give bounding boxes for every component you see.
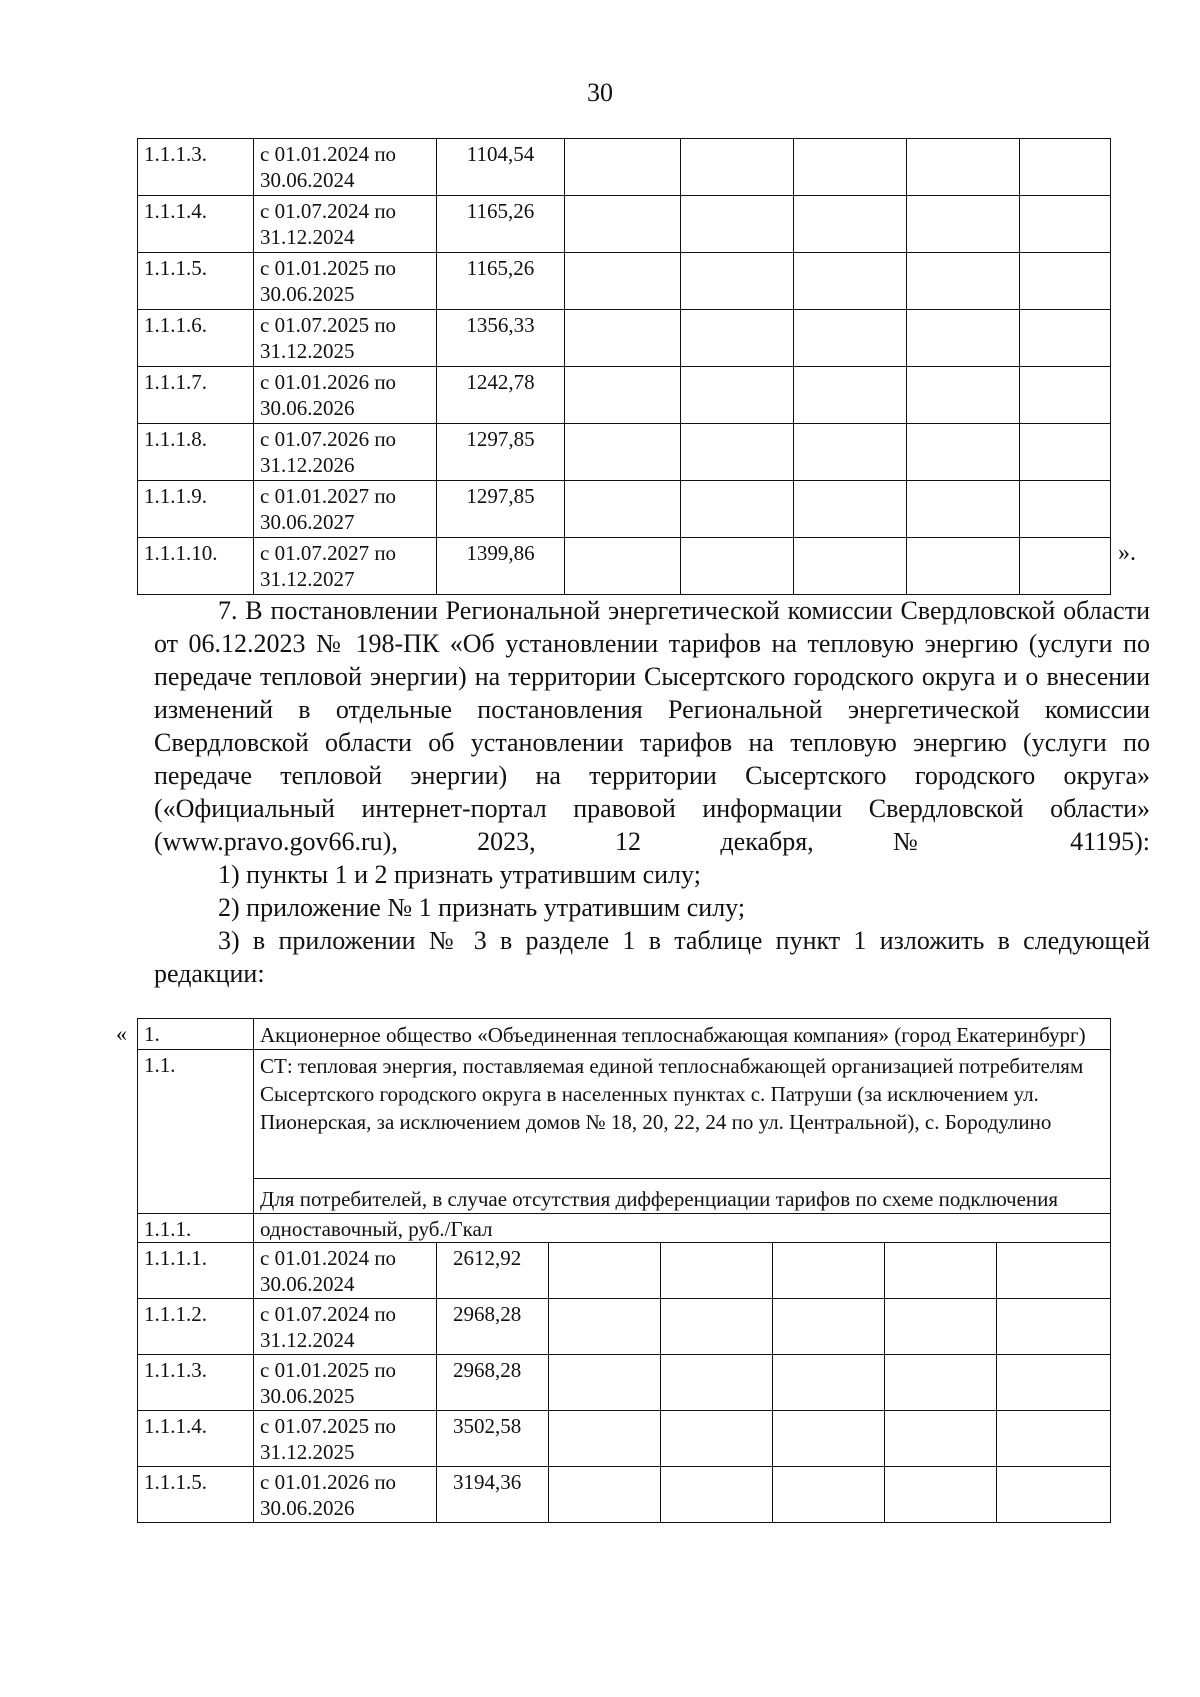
row-period — [254, 196, 437, 253]
period-end: 31.12.2025 — [260, 1440, 355, 1464]
empty-cell — [907, 424, 1020, 481]
period-end: 30.06.2026 — [260, 396, 355, 420]
empty-cell — [907, 481, 1020, 538]
empty-cell — [907, 253, 1020, 310]
empty-cell — [1020, 424, 1111, 481]
empty-cell — [997, 1411, 1111, 1467]
period-end: 30.06.2025 — [260, 1384, 355, 1408]
period-start: с 01.07.2025 по — [260, 313, 397, 337]
empty-cell — [565, 367, 681, 424]
row-period — [254, 424, 437, 481]
period-start: с 01.01.2026 по — [260, 370, 397, 394]
period-end: 30.06.2025 — [260, 282, 355, 306]
empty-cell — [681, 196, 794, 253]
empty-cell — [661, 1243, 773, 1299]
row-number: 1.1.1.3. — [138, 139, 254, 196]
row-value: 1297,85 — [437, 424, 565, 481]
empty-cell — [549, 1243, 661, 1299]
empty-cell — [681, 367, 794, 424]
period-end: 31.12.2024 — [260, 225, 355, 249]
row-period — [254, 1467, 437, 1523]
rate-num: 1.1.1. — [138, 1214, 254, 1243]
period-start: с 01.07.2027 по — [260, 541, 397, 565]
empty-cell — [549, 1355, 661, 1411]
table-row — [138, 139, 1111, 196]
row-value: 2968,28 — [437, 1355, 549, 1411]
row-period — [254, 481, 437, 538]
closing-quote: ». — [1118, 540, 1136, 566]
row-value: 1165,26 — [437, 196, 565, 253]
empty-cell — [885, 1243, 997, 1299]
empty-cell — [565, 139, 681, 196]
period-end: 31.12.2024 — [260, 1328, 355, 1352]
empty-cell — [794, 424, 907, 481]
list-item-1: 1) пункты 1 и 2 признать утратившим силу; — [218, 860, 701, 889]
empty-cell — [1020, 310, 1111, 367]
row-value: 1356,33 — [437, 310, 565, 367]
empty-cell — [885, 1355, 997, 1411]
empty-cell — [565, 538, 681, 595]
list-item-3: 3) в приложении № 3 в разделе 1 в таблице пункт 1 изложить в следующей редакции: — [154, 926, 1150, 988]
empty-cell — [661, 1411, 773, 1467]
row-number: 1.1.1.4. — [138, 196, 254, 253]
empty-cell — [1020, 367, 1111, 424]
row-value: 1104,54 — [437, 139, 565, 196]
empty-cell — [681, 424, 794, 481]
empty-cell — [565, 196, 681, 253]
period-end: 31.12.2027 — [260, 567, 355, 591]
row-value: 3502,58 — [437, 1411, 549, 1467]
table-row — [138, 1355, 1111, 1411]
empty-cell — [794, 196, 907, 253]
row-number: 1.1.1.2. — [138, 1299, 254, 1355]
period-start: с 01.07.2024 по — [260, 199, 397, 223]
row-number: 1.1.1.5. — [138, 1467, 254, 1523]
rate-label: одноставочный, руб./Гкал — [254, 1214, 1111, 1243]
empty-cell — [773, 1467, 885, 1523]
org-num: 1. — [138, 1019, 254, 1050]
row-value: 2968,28 — [437, 1299, 549, 1355]
period-end: 30.06.2026 — [260, 1496, 355, 1520]
row-number: 1.1.1.3. — [138, 1355, 254, 1411]
row-period — [254, 1411, 437, 1467]
period-start: с 01.01.2026 по — [260, 1470, 397, 1494]
period-start: с 01.01.2024 по — [260, 1246, 397, 1270]
table-row — [138, 367, 1111, 424]
row-number: 1.1.1.8. — [138, 424, 254, 481]
empty-cell — [885, 1411, 997, 1467]
list-item-2: 2) приложение № 1 признать утратившим силу; — [218, 893, 746, 922]
empty-cell — [794, 139, 907, 196]
row-value: 1297,85 — [437, 481, 565, 538]
row-period — [254, 1355, 437, 1411]
empty-cell — [794, 310, 907, 367]
row-period — [254, 538, 437, 595]
empty-cell — [997, 1299, 1111, 1355]
page-number: 30 — [587, 78, 613, 107]
empty-cell — [907, 139, 1020, 196]
st-cell — [254, 1050, 1111, 1214]
empty-cell — [681, 538, 794, 595]
org-row — [138, 1019, 1111, 1050]
empty-cell — [1020, 196, 1111, 253]
empty-cell — [794, 481, 907, 538]
period-start: с 01.01.2024 по — [260, 142, 397, 166]
empty-cell — [565, 481, 681, 538]
table-row — [138, 310, 1111, 367]
empty-cell — [997, 1467, 1111, 1523]
table-row — [138, 424, 1111, 481]
table-row — [138, 196, 1111, 253]
empty-cell — [773, 1411, 885, 1467]
tariff-table-new-edition — [137, 1018, 1111, 1523]
row-value: 3194,36 — [437, 1467, 549, 1523]
table-row — [138, 1411, 1111, 1467]
row-value: 1399,86 — [437, 538, 565, 595]
row-number: 1.1.1.7. — [138, 367, 254, 424]
period-start: с 01.01.2025 по — [260, 1358, 397, 1382]
consumers-description: Для потребителей, в случае отсутствия дифференциации тарифов по схеме подключения — [254, 1178, 1110, 1213]
empty-cell — [885, 1467, 997, 1523]
paragraph-7 — [154, 594, 1150, 858]
row-number: 1.1.1.5. — [138, 253, 254, 310]
row-period — [254, 139, 437, 196]
empty-cell — [681, 481, 794, 538]
row-value: 1242,78 — [437, 367, 565, 424]
empty-cell — [681, 253, 794, 310]
row-period — [254, 253, 437, 310]
period-start: с 01.07.2024 по — [260, 1302, 397, 1326]
row-period — [254, 1299, 437, 1355]
period-end: 31.12.2025 — [260, 339, 355, 363]
empty-cell — [1020, 481, 1111, 538]
empty-cell — [794, 253, 907, 310]
table-row — [138, 1467, 1111, 1523]
period-start: с 01.07.2025 по — [260, 1414, 397, 1438]
empty-cell — [907, 538, 1020, 595]
empty-cell — [907, 310, 1020, 367]
empty-cell — [885, 1299, 997, 1355]
empty-cell — [661, 1299, 773, 1355]
empty-cell — [907, 367, 1020, 424]
row-number: 1.1.1.1. — [138, 1243, 254, 1299]
row-number: 1.1.1.9. — [138, 481, 254, 538]
row-number: 1.1.1.4. — [138, 1411, 254, 1467]
empty-cell — [681, 310, 794, 367]
table-row — [138, 1243, 1111, 1299]
empty-cell — [773, 1243, 885, 1299]
document-body — [154, 594, 1150, 990]
empty-cell — [1020, 538, 1111, 595]
empty-cell — [794, 538, 907, 595]
empty-cell — [1020, 139, 1111, 196]
st-description: СТ: тепловая энергия, поставляемая единой теплоснабжающей организацией потребителям Сысертского городского округа в населенных пунктах с. Патруши (за исключением ул. Пионерская, за исключением домов № 18, 20, 22, 24 по ул. Центральной), с. Бородулино — [260, 1054, 1084, 1134]
table-row — [138, 538, 1111, 595]
row-number: 1.1.1.10. — [138, 538, 254, 595]
empty-cell — [907, 196, 1020, 253]
table-row — [138, 481, 1111, 538]
period-end: 31.12.2026 — [260, 453, 355, 477]
period-start: с 01.07.2026 по — [260, 427, 397, 451]
empty-cell — [773, 1299, 885, 1355]
row-value: 1165,26 — [437, 253, 565, 310]
st-row — [138, 1050, 1111, 1214]
st-num: 1.1. — [138, 1050, 254, 1214]
period-start: с 01.01.2027 по — [260, 484, 397, 508]
paragraph-7-text: 7. В постановлении Региональной энергетической комиссии Свердловской области от 06.12.2023 № 198-ПК «Об установлении тарифов на тепловую энергию (услуги по передаче тепловой энергии) на территории Сысертского городского округа и о внесении изменений в отдельные постановления Региональной энергетической комиссии Свердловской области об установлении тарифов на тепловую энергию (услуги по передаче тепловой энергии) на территории Сысертского городского округа» («Официальный интернет-портал правовой информации Свердловской области» (www.pravo.gov66.ru), 2023, 12 декабря, № 41195): — [154, 596, 1150, 856]
empty-cell — [773, 1355, 885, 1411]
period-start: с 01.01.2025 по — [260, 256, 397, 280]
period-end: 30.06.2024 — [260, 168, 355, 192]
empty-cell — [565, 424, 681, 481]
row-period — [254, 1243, 437, 1299]
tariff-table-continued — [137, 138, 1111, 595]
empty-cell — [997, 1243, 1111, 1299]
empty-cell — [565, 310, 681, 367]
table-row — [138, 1299, 1111, 1355]
org-name: Акционерное общество «Объединенная теплоснабжающая компания» (город Екатеринбург) — [254, 1019, 1111, 1050]
row-period — [254, 367, 437, 424]
rate-row — [138, 1214, 1111, 1243]
empty-cell — [794, 367, 907, 424]
period-end: 30.06.2027 — [260, 510, 355, 534]
empty-cell — [549, 1299, 661, 1355]
row-value: 2612,92 — [437, 1243, 549, 1299]
empty-cell — [565, 253, 681, 310]
table-row — [138, 253, 1111, 310]
period-end: 30.06.2024 — [260, 1272, 355, 1296]
row-number: 1.1.1.6. — [138, 310, 254, 367]
empty-cell — [1020, 253, 1111, 310]
row-period — [254, 310, 437, 367]
empty-cell — [661, 1355, 773, 1411]
opening-quote: « — [116, 1021, 127, 1046]
empty-cell — [661, 1467, 773, 1523]
empty-cell — [549, 1411, 661, 1467]
empty-cell — [549, 1467, 661, 1523]
empty-cell — [681, 139, 794, 196]
empty-cell — [997, 1355, 1111, 1411]
